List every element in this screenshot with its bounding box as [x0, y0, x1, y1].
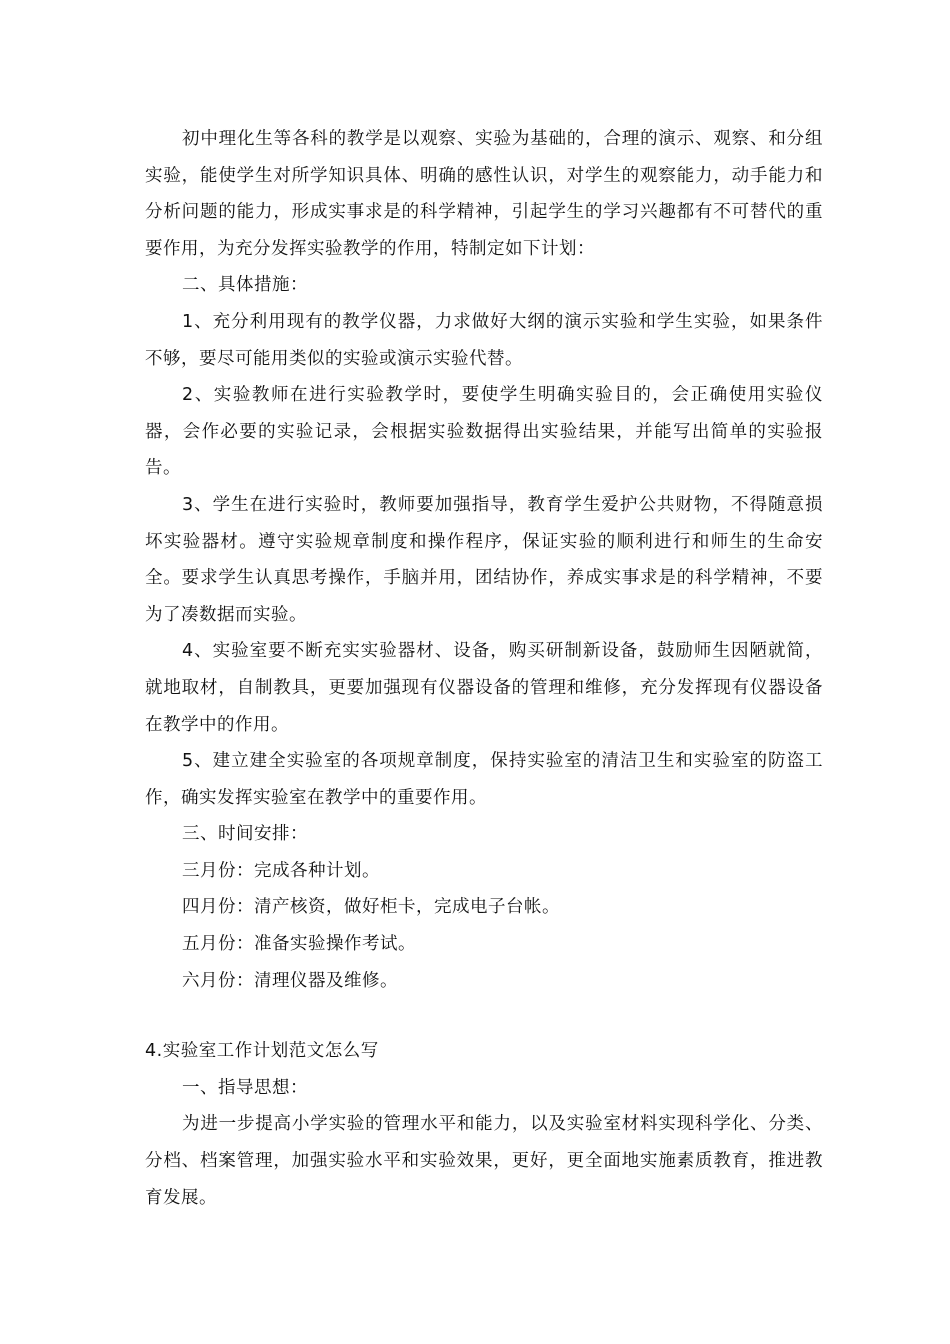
- measure-item: 4、实验室要不断充实实验器材、设备，购买研制新设备，鼓励师生因陋就简，就地取材，自制教具，更要加强现有仪器设备的管理和维修，充分发挥现有仪器设备在教学中的作用。: [145, 641, 823, 735]
- measure-item: 3、学生在进行实验时，教师要加强指导，教育学生爱护公共财物，不得随意损坏实验器材。遵守实验规章制度和操作程序，保证实验的顺利进行和师生的生命安全。要求学生认真思考操作，手脑并用，团结协作，养成实事求是的科学精神，不要为了凑数据而实验。: [145, 494, 823, 625]
- schedule-item: 五月份：准备实验操作考试。: [182, 934, 416, 955]
- schedule-item: 三月份：完成各种计划。: [182, 860, 380, 881]
- measure-item: 1、充分利用现有的教学仪器，力求做好大纲的演示实验和学生实验，如果条件不够，要尽可能用类似的实验或演示实验代替。: [145, 311, 823, 369]
- guiding-paragraph: 为进一步提高小学实验的管理水平和能力，以及实验室材料实现科学化、分类、分档、档案管理，加强实验水平和实验效果，更好，更全面地实施素质教育，推进教育发展。: [145, 1114, 823, 1208]
- section-title: 4.实验室工作计划范文怎么写: [145, 1041, 379, 1062]
- measure-item: 2、实验教师在进行实验教学时，要使学生明确实验目的，会正确使用实验仪器，会作必要的实验记录，会根据实验数据得出实验结果，并能写出简单的实验报告。: [145, 385, 823, 479]
- document-body: [145, 121, 823, 1216]
- intro-paragraph: 初中理化生等各科的教学是以观察、实验为基础的，合理的演示、观察、和分组实验，能使学生对所学知识具体、明确的感性认识，对学生的观察能力，动手能力和分析问题的能力，形成实事求是的科学精神，引起学生的学习兴趣都有不可替代的重要作用，为充分发挥实验教学的作用，特制定如下计划：: [145, 129, 823, 259]
- schedule-item: 四月份：清产核资，做好柜卡，完成电子台帐。: [182, 897, 560, 918]
- schedule-heading: 三、时间安排：: [182, 824, 308, 845]
- schedule-item: 六月份：清理仪器及维修。: [182, 970, 398, 991]
- guiding-heading: 一、指导思想：: [182, 1077, 308, 1098]
- measure-item: 5、建立建全实验室的各项规章制度，保持实验室的清洁卫生和实验室的防盗工作，确实发挥实验室在教学中的重要作用。: [145, 751, 823, 808]
- measures-heading: 二、具体措施：: [182, 275, 308, 296]
